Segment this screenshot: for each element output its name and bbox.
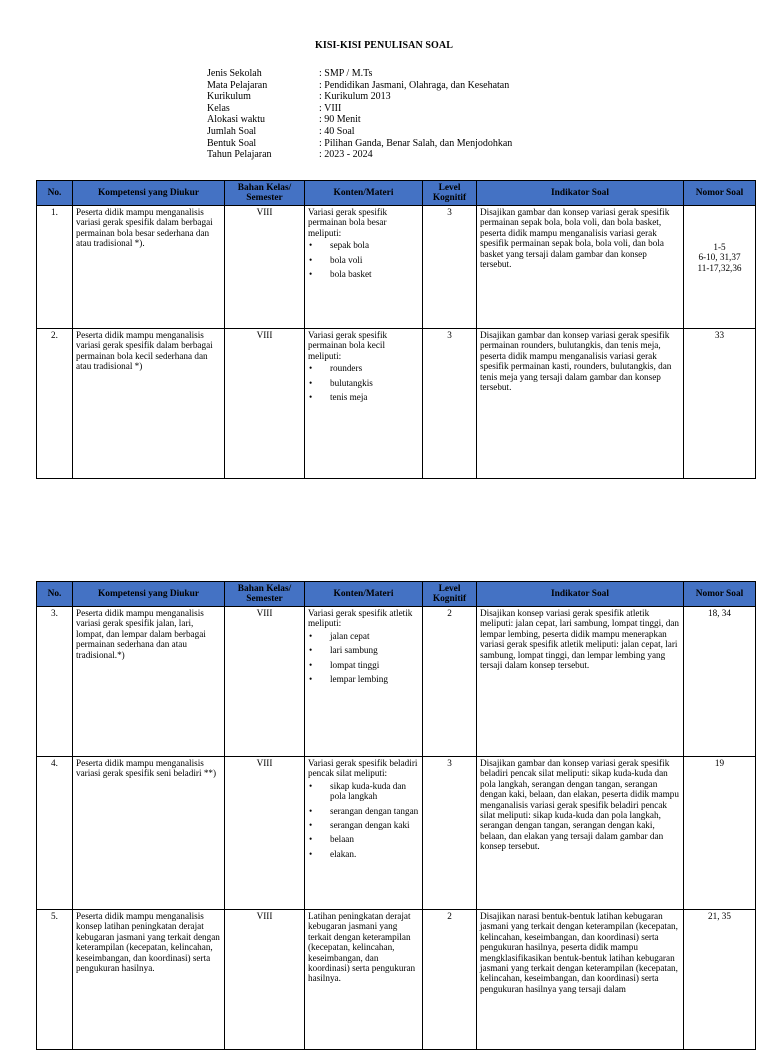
meta-label: Kelas — [207, 102, 230, 114]
meta-value: : Pendidikan Jasmani, Olahraga, dan Kesehatan — [319, 79, 510, 91]
cell-no: 4. — [37, 757, 73, 910]
list-item: • serangan dengan tangan — [308, 806, 419, 816]
table-row — [37, 757, 756, 910]
cell-nomor — [684, 910, 756, 1050]
header-level: Level Kognitif — [423, 582, 477, 607]
konten-intro: Variasi gerak spesifik atletik meliputi: — [308, 608, 413, 629]
cell-indikator: Disajikan gambar dan konsep variasi gerak spesifik permainan rounders, bulutangkis, dan tenis meja, peserta didik mampu menganalisis variasi gerak spesifik permainan kasti, rounders, bulutangkis, dan tenis meja yang tersaji dalam gambar dan konsep tersebut. — [477, 329, 684, 479]
document-title: KISI-KISI PENULISAN SOAL — [315, 40, 453, 51]
meta-row — [207, 91, 512, 103]
meta-row — [207, 138, 512, 150]
list-item: • belaan — [308, 834, 419, 844]
cell-kompetensi: Peserta didik mampu menganalisis variasi gerak spesifik seni beladiri **) — [73, 757, 225, 910]
cell-kompetensi: Peserta didik mampu menganalisis variasi gerak spesifik dalam berbagai permainan bola kecil sederhana dan atau tradisional *) — [73, 329, 225, 479]
cell-level: 3 — [423, 329, 477, 479]
meta-label: Alokasi waktu — [207, 114, 266, 126]
header-indikator: Indikator Soal — [477, 181, 684, 206]
meta-label: Kurikulum — [207, 91, 251, 103]
cell-bahan: VIII — [225, 329, 305, 479]
kisi-kisi-table-1 — [36, 180, 756, 479]
konten-list — [308, 240, 419, 279]
cell-level: 3 — [423, 757, 477, 910]
cell-indikator: Disajikan gambar dan konsep variasi gerak spesifik beladiri pencak silat meliputi: sikap kuda-kuda dan pola langkah, serangan dengan tangan, serangan dengan kaki, belaan, dan elakan, peserta didik mampu menganalisis variasi gerak spesifik beladiri pencak silat meliputi: sikap kuda-kuda dan pola langkah, serangan dengan tangan, serangan dengan kaki, belaan, dan elakan yang tersaji dalam gambar dan konsep tersebut. — [477, 757, 684, 910]
document-meta — [207, 68, 512, 161]
table-header-row — [37, 181, 756, 206]
list-item: • serangan dengan kaki — [308, 820, 419, 830]
table-row — [37, 206, 756, 329]
kisi-kisi-table-2 — [36, 581, 756, 1050]
header-bahan: Bahan Kelas/ Semester — [225, 582, 305, 607]
meta-value: : Kurikulum 2013 — [319, 91, 391, 103]
cell-no: 5. — [37, 910, 73, 1050]
meta-row — [207, 114, 512, 126]
meta-value: : 2023 - 2024 — [319, 149, 373, 161]
meta-row — [207, 126, 512, 138]
nomor-value: 11-17,32,36 — [697, 262, 742, 273]
nomor-value: 1-5 — [713, 242, 726, 252]
cell-indikator: Disajikan konsep variasi gerak spesifik atletik meliputi: jalan cepat, lari sambung, lompat tinggi, dan lempar lembing, peserta didik mampu menerapkan variasi gerak spesifik atletik meliputi: jalan cepat, lari sambung, lompat tinggi, dan lempar lembing yang tersaji dalam konsep tersebut. — [477, 607, 684, 757]
cell-konten — [305, 607, 423, 757]
list-item: • lempar lembing — [308, 674, 419, 684]
konten-intro: Latihan peningkatan derajat kebugaran jasmani yang terkait dengan keterampilan (kecepatan, kelincahan, keseimbangan, dan koordinasi) serta pengukuran hasilnya. — [308, 911, 416, 984]
header-kompetensi: Kompetensi yang Diukur — [73, 181, 225, 206]
cell-kompetensi: Peserta didik mampu menganalisis variasi gerak spesifik dalam berbagai permainan bola besar sederhana dan atau tradisional *). — [73, 206, 225, 329]
meta-label: Bentuk Soal — [207, 137, 257, 149]
header-kompetensi: Kompetensi yang Diukur — [73, 582, 225, 607]
konten-list — [308, 781, 419, 859]
meta-value: : Pilihan Ganda, Benar Salah, dan Menjodohkan — [319, 137, 513, 149]
meta-value: : VIII — [319, 102, 342, 114]
list-item: • bola basket — [308, 269, 419, 279]
meta-value: : SMP / M.Ts — [319, 68, 373, 79]
header-indikator: Indikator Soal — [477, 582, 684, 607]
cell-nomor — [684, 607, 756, 757]
cell-nomor — [684, 206, 756, 329]
cell-bahan: VIII — [225, 607, 305, 757]
meta-row — [207, 149, 512, 161]
list-item: • lompat tinggi — [308, 660, 419, 670]
table-row — [37, 329, 756, 479]
konten-intro: Variasi gerak spesifik permainan bola kecil meliputi: — [308, 330, 388, 361]
meta-row — [207, 103, 512, 115]
nomor-value: 33 — [714, 330, 725, 340]
cell-level: 2 — [423, 910, 477, 1050]
konten-intro: Variasi gerak spesifik permainan bola besar meliputi: — [308, 207, 388, 238]
list-item: • sikap kuda-kuda dan pola langkah — [308, 781, 419, 802]
konten-intro: Variasi gerak spesifik beladiri pencak silat meliputi: — [308, 758, 418, 779]
cell-konten — [305, 757, 423, 910]
list-item: • rounders — [308, 363, 419, 373]
cell-kompetensi: Peserta didik mampu menganalisis konsep latihan peningkatan derajat kebugaran jasmani yang terkait dengan keterampilan (kecepatan, kelincahan, keseimbangan, dan koordinasi) serta pengukuran hasilnya. — [73, 910, 225, 1050]
table-row — [37, 910, 756, 1050]
list-item: • jalan cepat — [308, 631, 419, 641]
meta-label: Jenis Sekolah — [207, 68, 262, 79]
meta-row — [207, 80, 512, 92]
cell-konten — [305, 910, 423, 1050]
cell-nomor — [684, 757, 756, 910]
list-item: • sepak bola — [308, 240, 419, 250]
header-nomor: Nomor Soal — [684, 582, 756, 607]
header-bahan: Bahan Kelas/ Semester — [225, 181, 305, 206]
cell-nomor — [684, 329, 756, 479]
cell-bahan: VIII — [225, 910, 305, 1050]
header-konten: Konten/Materi — [305, 181, 423, 206]
cell-no: 3. — [37, 607, 73, 757]
cell-no: 1. — [37, 206, 73, 329]
meta-label: Jumlah Soal — [207, 125, 257, 137]
header-konten: Konten/Materi — [305, 582, 423, 607]
nomor-value: 6-10, 31,37 — [698, 252, 741, 263]
meta-label: Tahun Pelajaran — [207, 149, 272, 161]
list-item: • lari sambung — [308, 645, 419, 655]
header-level: Level Kognitif — [423, 181, 477, 206]
cell-level: 3 — [423, 206, 477, 329]
list-item: • bulutangkis — [308, 378, 419, 388]
konten-list — [308, 363, 419, 402]
header-no: No. — [37, 582, 73, 607]
cell-bahan: VIII — [225, 206, 305, 329]
header-no: No. — [37, 181, 73, 206]
list-item: • bola voli — [308, 255, 419, 265]
cell-no: 2. — [37, 329, 73, 479]
meta-row — [207, 68, 512, 80]
konten-list — [308, 631, 419, 685]
cell-kompetensi: Peserta didik mampu menganalisis variasi gerak spesifik jalan, lari, lompat, dan lempar dalam berbagai permainan sederhana dan atau tradisional.*) — [73, 607, 225, 757]
cell-konten — [305, 206, 423, 329]
list-item: • tenis meja — [308, 392, 419, 402]
meta-value: : 40 Soal — [319, 125, 355, 137]
meta-value: : 90 Menit — [319, 114, 361, 126]
cell-indikator: Disajikan gambar dan konsep variasi gerak spesifik permainan sepak bola, bola voli, dan bola basket, peserta didik mampu menganalisis variasi gerak spesifik permainan sepak bola, bola voli, dan bola basket yang tersaji dalam gambar dan konsep tersebut. — [477, 206, 684, 329]
table-row — [37, 607, 756, 757]
cell-konten — [305, 329, 423, 479]
cell-level: 2 — [423, 607, 477, 757]
cell-bahan: VIII — [225, 757, 305, 910]
nomor-value: 18, 34 — [708, 608, 731, 618]
header-nomor: Nomor Soal — [684, 181, 756, 206]
meta-label: Mata Pelajaran — [207, 79, 268, 91]
nomor-value: 21, 35 — [708, 911, 731, 921]
table-header-row — [37, 582, 756, 607]
list-item: • elakan. — [308, 849, 419, 859]
nomor-value: 19 — [714, 758, 725, 768]
cell-indikator: Disajikan narasi bentuk-bentuk latihan kebugaran jasmani yang terkait dengan keterampilan (kecepatan, kelincahan, keseimbangan, dan koordinasi) serta pengukuran hasilnya, peserta didik mampu mengklasifikasikan bentuk-bentuk latihan kebugaran jasmani yang terkait dengan keterampilan (kecepatan, kelincahan, keseimbangan, dan koordinasi) serta pengukuran hasilnya yang tersaji dalam — [477, 910, 684, 1050]
